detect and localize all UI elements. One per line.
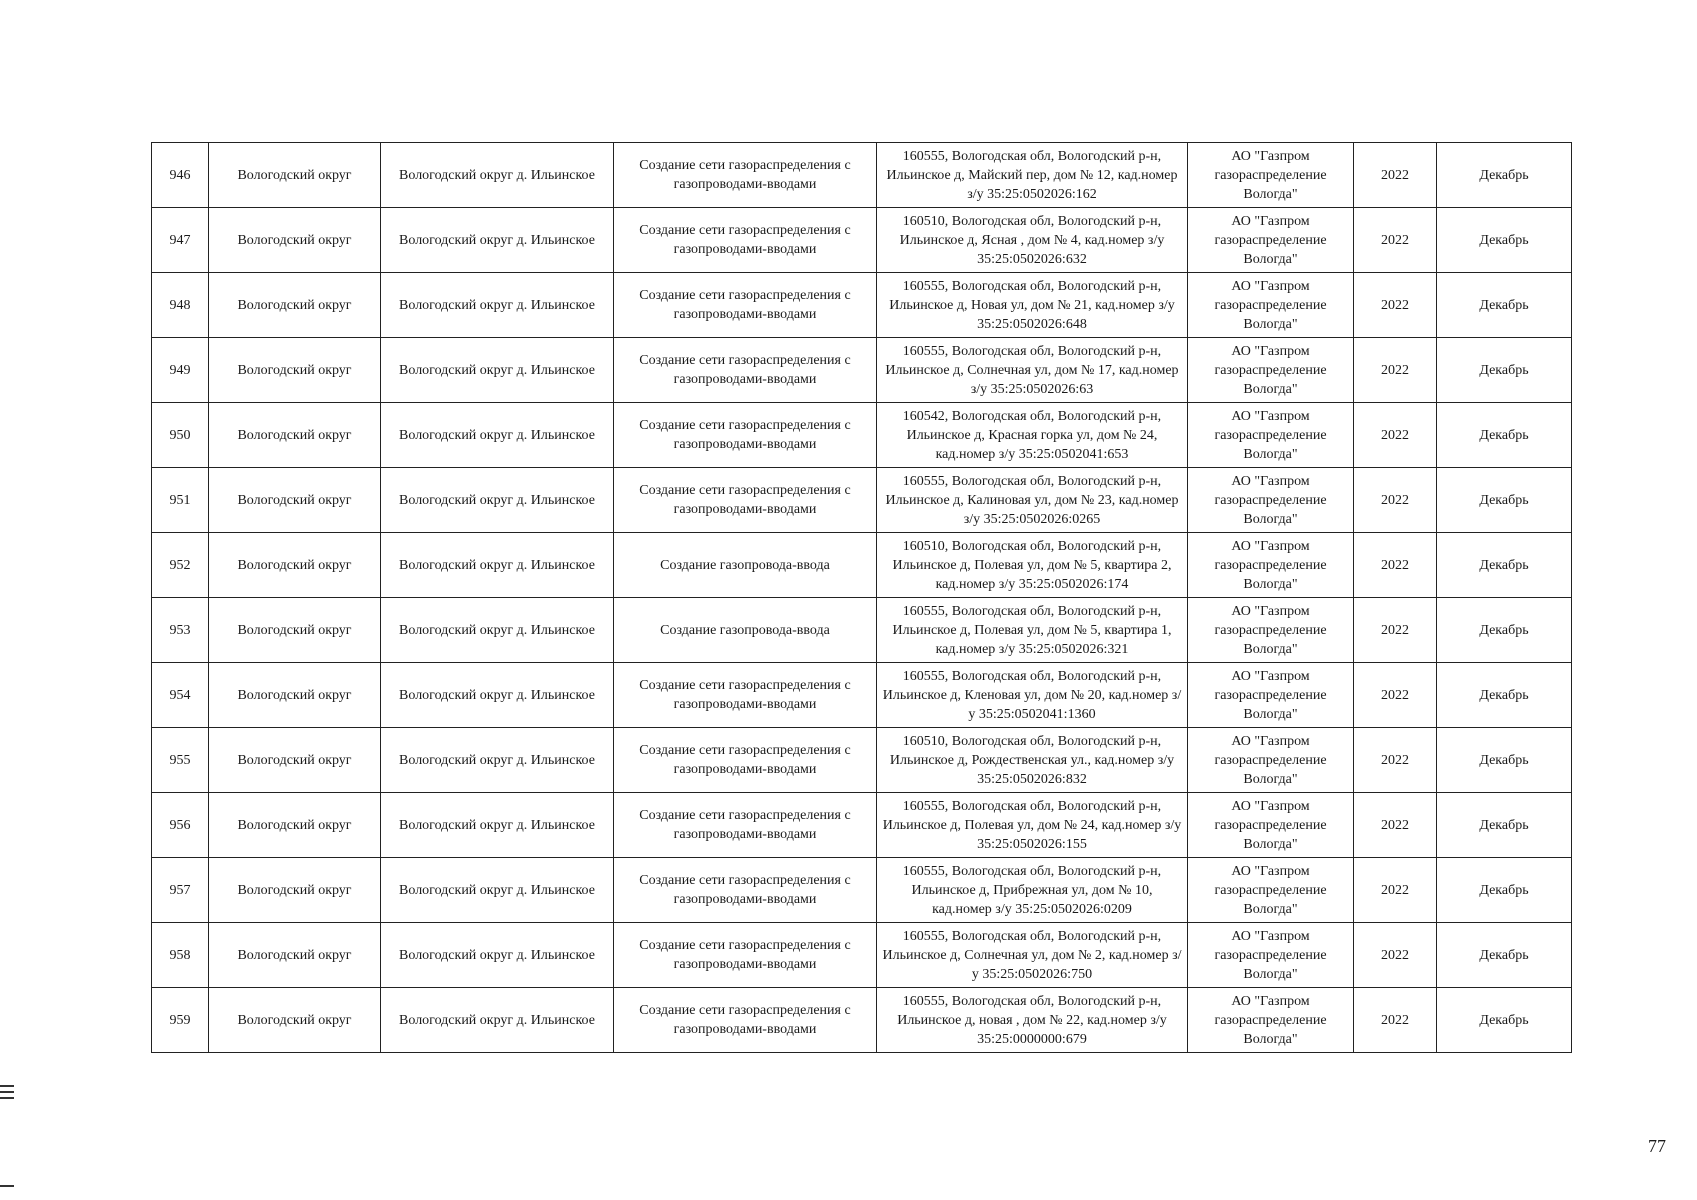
table-row: [152, 273, 1572, 338]
row-number: 952: [152, 533, 209, 598]
table-row: [152, 858, 1572, 923]
month-cell: Декабрь: [1437, 403, 1572, 468]
address-cell: 160555, Вологодская обл, Вологодский р-н, Ильинское д, Полевая ул, дом № 24, кад.номер з/у 35:25:0502026:155: [877, 793, 1188, 858]
company-cell: АО "Газпром газораспределение Вологда": [1188, 988, 1354, 1053]
district-cell: Вологодский округ: [209, 338, 381, 403]
row-number: 959: [152, 988, 209, 1053]
work-type-cell: Создание сети газораспределения с газопроводами-вводами: [614, 338, 877, 403]
work-type-cell: Создание сети газораспределения с газопроводами-вводами: [614, 663, 877, 728]
district-cell: Вологодский округ: [209, 923, 381, 988]
scan-margin-mark: [0, 1185, 14, 1187]
month-cell: Декабрь: [1437, 663, 1572, 728]
month-cell: Декабрь: [1437, 988, 1572, 1053]
company-cell: АО "Газпром газораспределение Вологда": [1188, 143, 1354, 208]
table-row: [152, 403, 1572, 468]
month-cell: Декабрь: [1437, 273, 1572, 338]
year-cell: 2022: [1354, 208, 1437, 273]
district-cell: Вологодский округ: [209, 468, 381, 533]
address-cell: 160510, Вологодская обл, Вологодский р-н, Ильинское д, Рождественская ул., кад.номер з/у 35:25:0502026:832: [877, 728, 1188, 793]
address-cell: 160555, Вологодская обл, Вологодский р-н, Ильинское д, Прибрежная ул, дом № 10, кад.номер з/у 35:25:0502026:0209: [877, 858, 1188, 923]
address-cell: 160555, Вологодская обл, Вологодский р-н, Ильинское д, Майский пер, дом № 12, кад.номер з/у 35:25:0502026:162: [877, 143, 1188, 208]
company-cell: АО "Газпром газораспределение Вологда": [1188, 598, 1354, 663]
month-cell: Декабрь: [1437, 143, 1572, 208]
table-row: [152, 923, 1572, 988]
address-cell: 160510, Вологодская обл, Вологодский р-н, Ильинское д, Ясная , дом № 4, кад.номер з/у 35:25:0502026:632: [877, 208, 1188, 273]
locality-cell: Вологодский округ д. Ильинское: [381, 728, 614, 793]
locality-cell: Вологодский округ д. Ильинское: [381, 923, 614, 988]
locality-cell: Вологодский округ д. Ильинское: [381, 338, 614, 403]
address-cell: 160542, Вологодская обл, Вологодский р-н, Ильинское д, Красная горка ул, дом № 24, кад.номер з/у 35:25:0502041:653: [877, 403, 1188, 468]
work-type-cell: Создание сети газораспределения с газопроводами-вводами: [614, 208, 877, 273]
work-type-cell: Создание сети газораспределения с газопроводами-вводами: [614, 858, 877, 923]
table-row: [152, 793, 1572, 858]
table-row: [152, 533, 1572, 598]
company-cell: АО "Газпром газораспределение Вологда": [1188, 208, 1354, 273]
district-cell: Вологодский округ: [209, 143, 381, 208]
table-row: [152, 988, 1572, 1053]
company-cell: АО "Газпром газораспределение Вологда": [1188, 728, 1354, 793]
year-cell: 2022: [1354, 923, 1437, 988]
year-cell: 2022: [1354, 403, 1437, 468]
district-cell: Вологодский округ: [209, 728, 381, 793]
company-cell: АО "Газпром газораспределение Вологда": [1188, 923, 1354, 988]
district-cell: Вологодский округ: [209, 273, 381, 338]
month-cell: Декабрь: [1437, 533, 1572, 598]
company-cell: АО "Газпром газораспределение Вологда": [1188, 338, 1354, 403]
row-number: 950: [152, 403, 209, 468]
locality-cell: Вологодский округ д. Ильинское: [381, 533, 614, 598]
month-cell: Декабрь: [1437, 858, 1572, 923]
district-cell: Вологодский округ: [209, 403, 381, 468]
year-cell: 2022: [1354, 273, 1437, 338]
address-cell: 160555, Вологодская обл, Вологодский р-н, Ильинское д, Солнечная ул, дом № 2, кад.номер з/у 35:25:0502026:750: [877, 923, 1188, 988]
work-type-cell: Создание сети газораспределения с газопроводами-вводами: [614, 403, 877, 468]
table-row: [152, 728, 1572, 793]
row-number: 951: [152, 468, 209, 533]
row-number: 947: [152, 208, 209, 273]
scan-margin-mark: [0, 1091, 14, 1093]
district-cell: Вологодский округ: [209, 988, 381, 1053]
month-cell: Декабрь: [1437, 598, 1572, 663]
work-type-cell: Создание сети газораспределения с газопроводами-вводами: [614, 728, 877, 793]
address-cell: 160555, Вологодская обл, Вологодский р-н, Ильинское д, Кленовая ул, дом № 20, кад.номер з/у 35:25:0502041:1360: [877, 663, 1188, 728]
row-number: 953: [152, 598, 209, 663]
company-cell: АО "Газпром газораспределение Вологда": [1188, 663, 1354, 728]
scan-margin-mark: [0, 1097, 14, 1099]
work-type-cell: Создание сети газораспределения с газопроводами-вводами: [614, 468, 877, 533]
month-cell: Декабрь: [1437, 793, 1572, 858]
month-cell: Декабрь: [1437, 338, 1572, 403]
locality-cell: Вологодский округ д. Ильинское: [381, 858, 614, 923]
page-number: 77: [1648, 1136, 1666, 1156]
company-cell: АО "Газпром газораспределение Вологда": [1188, 533, 1354, 598]
address-cell: 160555, Вологодская обл, Вологодский р-н, Ильинское д, Солнечная ул, дом № 17, кад.номер з/у 35:25:0502026:63: [877, 338, 1188, 403]
district-cell: Вологодский округ: [209, 858, 381, 923]
work-type-cell: Создание сети газораспределения с газопроводами-вводами: [614, 793, 877, 858]
company-cell: АО "Газпром газораспределение Вологда": [1188, 468, 1354, 533]
year-cell: 2022: [1354, 858, 1437, 923]
district-cell: Вологодский округ: [209, 793, 381, 858]
table-row: [152, 663, 1572, 728]
district-cell: Вологодский округ: [209, 208, 381, 273]
work-type-cell: Создание газопровода-ввода: [614, 598, 877, 663]
table-row: [152, 143, 1572, 208]
year-cell: 2022: [1354, 728, 1437, 793]
table-row: [152, 338, 1572, 403]
year-cell: 2022: [1354, 338, 1437, 403]
locality-cell: Вологодский округ д. Ильинское: [381, 273, 614, 338]
locality-cell: Вологодский округ д. Ильинское: [381, 663, 614, 728]
locality-cell: Вологодский округ д. Ильинское: [381, 793, 614, 858]
address-cell: 160510, Вологодская обл, Вологодский р-н, Ильинское д, Полевая ул, дом № 5, квартира 2, кад.номер з/у 35:25:0502026:174: [877, 533, 1188, 598]
row-number: 955: [152, 728, 209, 793]
work-type-cell: Создание сети газораспределения с газопроводами-вводами: [614, 143, 877, 208]
month-cell: Декабрь: [1437, 208, 1572, 273]
year-cell: 2022: [1354, 533, 1437, 598]
year-cell: 2022: [1354, 663, 1437, 728]
locality-cell: Вологодский округ д. Ильинское: [381, 988, 614, 1053]
company-cell: АО "Газпром газораспределение Вологда": [1188, 793, 1354, 858]
work-type-cell: Создание сети газораспределения с газопроводами-вводами: [614, 988, 877, 1053]
address-cell: 160555, Вологодская обл, Вологодский р-н, Ильинское д, Новая ул, дом № 21, кад.номер з/у 35:25:0502026:648: [877, 273, 1188, 338]
year-cell: 2022: [1354, 598, 1437, 663]
work-type-cell: Создание сети газораспределения с газопроводами-вводами: [614, 273, 877, 338]
row-number: 957: [152, 858, 209, 923]
table-row: [152, 468, 1572, 533]
work-type-cell: Создание сети газораспределения с газопроводами-вводами: [614, 923, 877, 988]
scan-margin-mark: [0, 1085, 14, 1087]
table-body: [152, 143, 1572, 1053]
month-cell: Декабрь: [1437, 468, 1572, 533]
year-cell: 2022: [1354, 143, 1437, 208]
month-cell: Декабрь: [1437, 923, 1572, 988]
row-number: 954: [152, 663, 209, 728]
company-cell: АО "Газпром газораспределение Вологда": [1188, 273, 1354, 338]
district-cell: Вологодский округ: [209, 663, 381, 728]
locality-cell: Вологодский округ д. Ильинское: [381, 143, 614, 208]
row-number: 956: [152, 793, 209, 858]
table-row: [152, 598, 1572, 663]
locality-cell: Вологодский округ д. Ильинское: [381, 598, 614, 663]
locality-cell: Вологодский округ д. Ильинское: [381, 403, 614, 468]
table-row: [152, 208, 1572, 273]
row-number: 946: [152, 143, 209, 208]
row-number: 958: [152, 923, 209, 988]
locality-cell: Вологодский округ д. Ильинское: [381, 468, 614, 533]
address-cell: 160555, Вологодская обл, Вологодский р-н, Ильинское д, Калиновая ул, дом № 23, кад.номер з/у 35:25:0502026:0265: [877, 468, 1188, 533]
district-cell: Вологодский округ: [209, 598, 381, 663]
address-cell: 160555, Вологодская обл, Вологодский р-н, Ильинское д, Полевая ул, дом № 5, квартира 1, кад.номер з/у 35:25:0502026:321: [877, 598, 1188, 663]
row-number: 948: [152, 273, 209, 338]
district-cell: Вологодский округ: [209, 533, 381, 598]
year-cell: 2022: [1354, 988, 1437, 1053]
locality-cell: Вологодский округ д. Ильинское: [381, 208, 614, 273]
work-type-cell: Создание газопровода-ввода: [614, 533, 877, 598]
company-cell: АО "Газпром газораспределение Вологда": [1188, 403, 1354, 468]
row-number: 949: [152, 338, 209, 403]
company-cell: АО "Газпром газораспределение Вологда": [1188, 858, 1354, 923]
year-cell: 2022: [1354, 468, 1437, 533]
year-cell: 2022: [1354, 793, 1437, 858]
month-cell: Декабрь: [1437, 728, 1572, 793]
gasification-schedule-table: [151, 142, 1572, 1053]
address-cell: 160555, Вологодская обл, Вологодский р-н, Ильинское д, новая , дом № 22, кад.номер з/у 35:25:0000000:679: [877, 988, 1188, 1053]
